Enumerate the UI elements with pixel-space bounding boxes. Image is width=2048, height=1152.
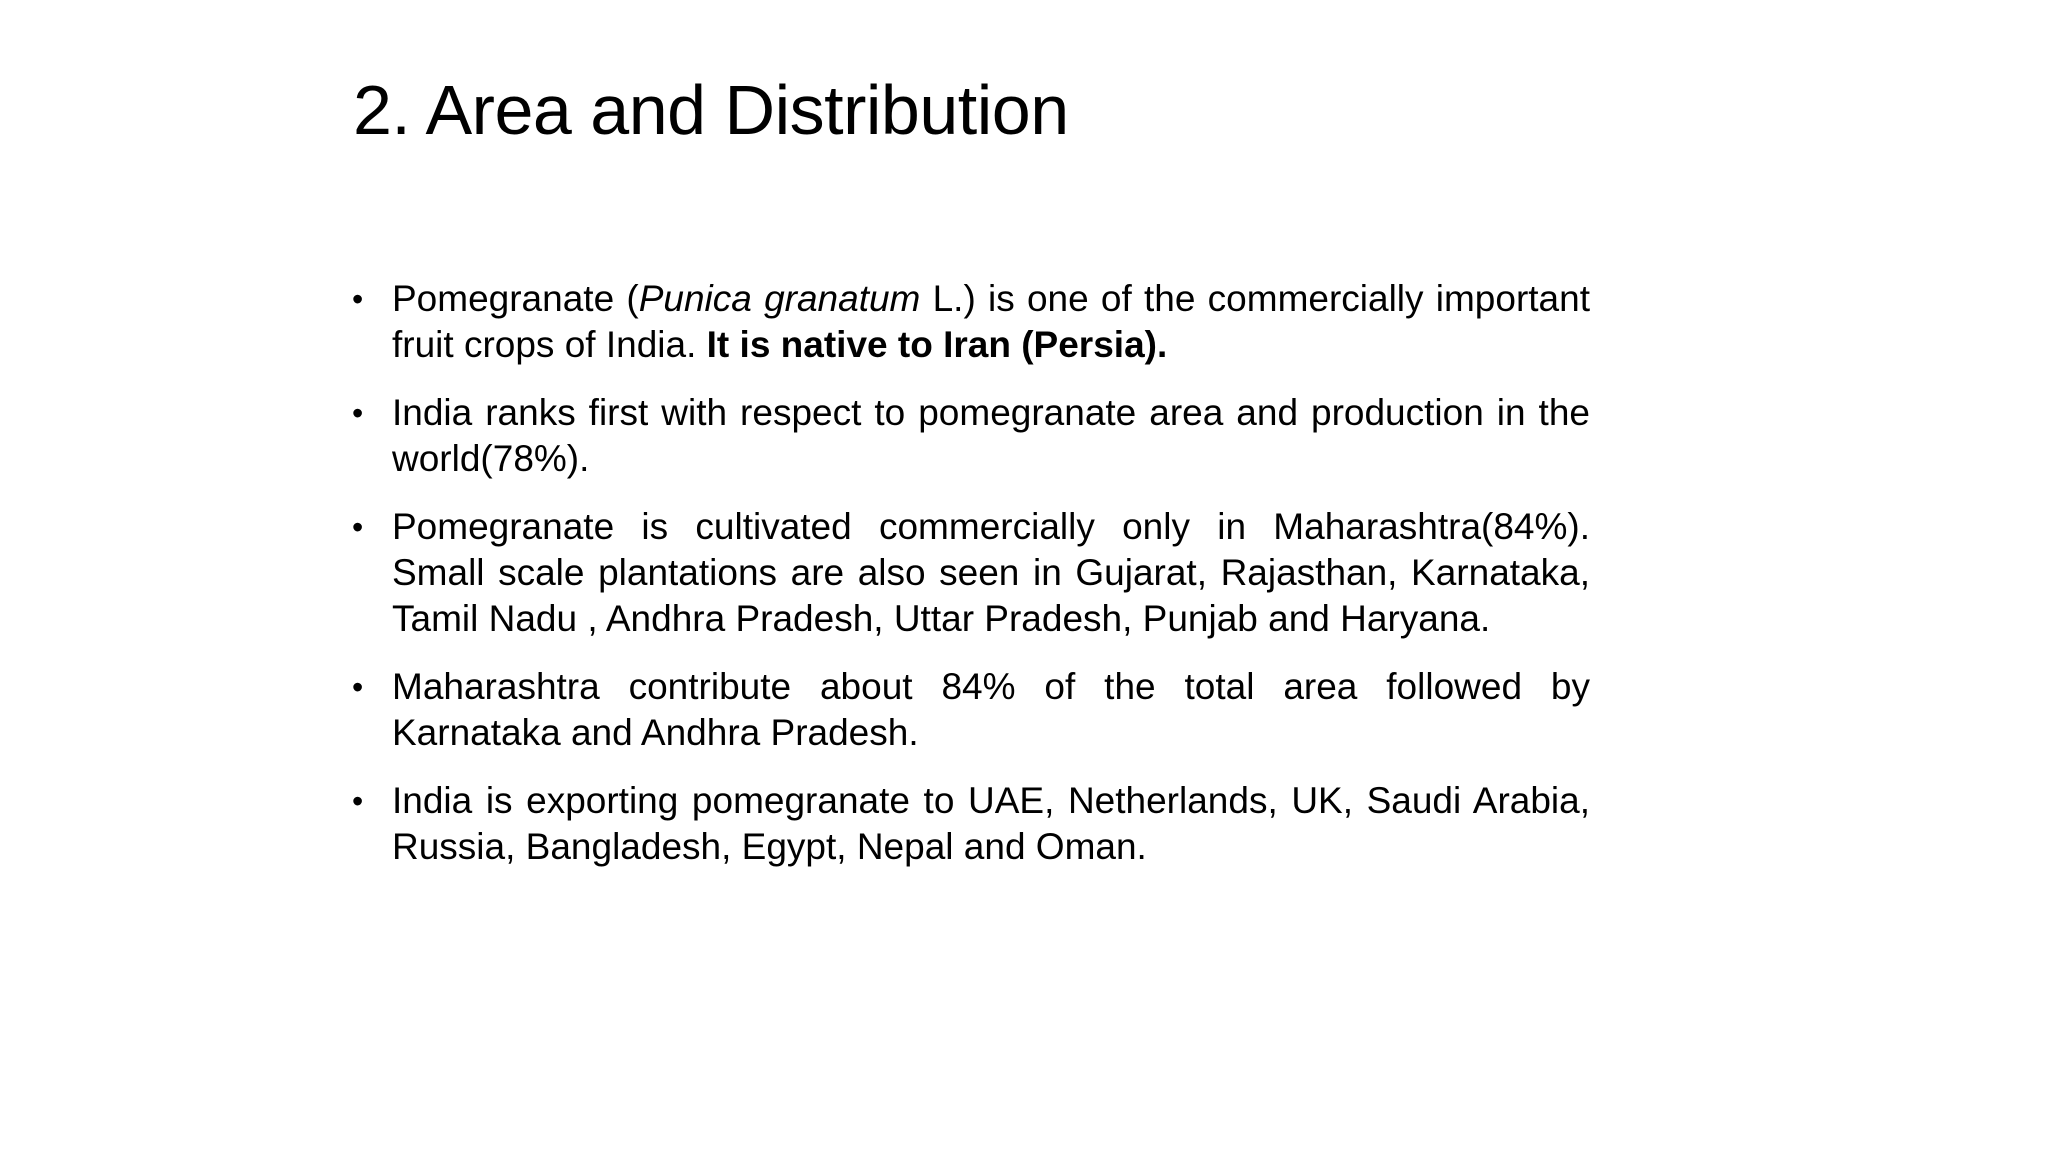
bullet-item-exports: [352, 778, 1590, 870]
bullet-list: [352, 276, 1590, 892]
bullet-text: Pomegranate is cultivated commercially only in Maharashtra(84%). Small scale plantations are also seen in Gujarat, Rajasthan, Karnataka, Tamil Nadu , Andhra Pradesh, Uttar Pradesh, Punjab and Haryana.: [392, 506, 1590, 639]
scientific-name: Punica granatum: [638, 278, 921, 319]
bullet-item-cultivation: [352, 504, 1590, 642]
bullet-text: India is exporting pomegranate to UAE, Netherlands, UK, Saudi Arabia, Russia, Bangladesh, Egypt, Nepal and Oman.: [392, 780, 1590, 867]
bullet-item-area-share: [352, 664, 1590, 756]
bullet-text: India ranks first with respect to pomegranate area and production in the world(78%).: [392, 392, 1590, 479]
bullet-dot-icon: •: [352, 281, 364, 317]
bullet-text-part: L.) is one of the commercially important fruit crops of India.: [392, 278, 1590, 365]
bullet-dot-icon: •: [352, 395, 364, 431]
bullet-text: [392, 278, 1590, 365]
slide-title: 2. Area and Distribution: [353, 71, 1069, 149]
native-origin-highlight: It is native to Iran (Persia).: [706, 324, 1168, 365]
bullet-dot-icon: •: [352, 509, 364, 545]
bullet-item-origin: [352, 276, 1590, 368]
bullet-text: Maharashtra contribute about 84% of the total area followed by Karnataka and Andhra Pradesh.: [392, 666, 1590, 753]
bullet-dot-icon: •: [352, 669, 364, 705]
bullet-dot-icon: •: [352, 783, 364, 819]
bullet-text-part: Pomegranate (: [392, 278, 639, 319]
bullet-item-rank: [352, 390, 1590, 482]
